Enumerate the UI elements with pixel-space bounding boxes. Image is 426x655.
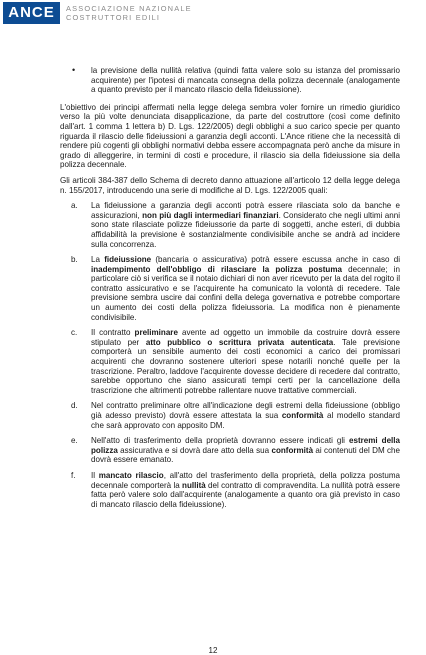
paragraph-objective: L'obiettivo dei principi affermati nella legge delega sembra voler fornire un rimedio giuridico verso la più volte denunciata disapplicazione, da parte del costruttore (così come definito dall'art. 1 comma 1 lettera b) D. Lgs. 122/2005) degli obblighi a suo carico specie per quanto riguarda il rilascio delle fideiussioni a garanzia degli acconti. L'Ance ritiene che la necessità di rendere più cogenti gli obblighi normativi debba essere accompagnata però anche da misure in grado di alleggerire, in termini di costi e procedure, il rilascio sia della fideiussione sia della polizza decennale.: [60, 102, 400, 170]
bullet-item: [60, 66, 400, 95]
page-number: 12: [208, 646, 218, 655]
list-marker: b.: [71, 255, 78, 265]
list-item-f: f. Il mancato rilascio, all'atto del trasferimento della proprietà, della polizza postuma decennale comporterà la nullità del contratto di compravendita. La nullità potrà essere fatta però valere solo dall'acquirente (analogamente a quanto ora già previsto in caso di mancato rilascio della fideiussione).: [71, 470, 400, 509]
list-item-d: d. Nel contratto preliminare oltre all'indicazione degli estremi della fideiussione (obbligo già adesso previsto) dovrà essere attestata la sua conformità al modello standard che sarà approvato con apposito DM.: [71, 401, 400, 430]
list-item-b: b. La fideiussione (bancaria o assicurativa) potrà essere escussa anche in caso di inadempimento dell'obbligo di rilasciare la polizza postuma decennale; in particolare ciò si verifica se il notaio dichiari di non aver ricevuto per la data del rogito il contratto assicurativo e se l'acquirente ha comunicato la volontà di recedere. Tale previsione sembra uscire dai confini della delega governativa e potrebbe comportare un aumento dei costi della polizza fideiussoria. La modifica non è pienamente condivisibile.: [71, 255, 401, 322]
ance-logo: ANCE: [3, 2, 60, 24]
bullet-text: la previsione della nullità relativa (quindi fatta valere solo su istanza del promissario acquirente) per l'ipotesi di mancata consegna della polizza decennale (analogamente a quanto previsto per il mancato rilascio della fideiussione).: [91, 66, 400, 95]
association-name: [66, 4, 192, 22]
paragraph-articles: Gli articoli 384-387 dello Schema di decreto danno attuazione all'articolo 12 della legge delega n. 155/2017, introducendo una serie di modifiche al D. Lgs. 122/2005 quali:: [60, 175, 400, 195]
page-header: [0, 0, 426, 26]
list-item-e: e. Nell'atto di trasferimento della proprietà dovranno essere indicati gli estremi della polizza assicurativa e si dovrà dare atto della sua conformità ai contenuti del DM che dovrà essere emanato.: [71, 436, 401, 465]
list-marker: e.: [71, 436, 78, 446]
list-marker: c.: [71, 328, 78, 338]
list-item-c: c. Il contratto preliminare avente ad oggetto un immobile da costruire dovrà essere stipulato per atto pubblico o scrittura privata autenticata. Tale previsione comporterà un sensibile aumento dei costi economici a carico dei promissari acquirenti che dovranno sostenere ulteriori spese notarili nonché quelle per la trascrizione. Peraltro, laddove l'acquirente dovesse decidere di recedere dal contratto, sarebbe opportuno che siano assicurati tempi certi per la cancellazione della trascrizione che altrimenti potrebbe rallentare nuove trattative commerciali.: [71, 328, 401, 395]
bullet-icon: •: [72, 65, 76, 75]
document-body: [60, 66, 400, 515]
list-item-a: a. La fideiussione a garanzia degli acconti potrà essere rilasciata solo da banche e assicurazioni, non più dagli intermediari finanziari. Considerato che negli ultimi anni sono state rilasciate polizze fideiussorie da parte di soggetti, anche esteri, di dubbia affidabilità la previsione è sostanzialmente condivisibile anche se andrà ad incidere sulla concorrenza.: [71, 201, 400, 249]
list-marker: d.: [71, 401, 78, 411]
list-marker: a.: [71, 201, 78, 211]
list-marker: f.: [71, 470, 76, 480]
association-line-1: ASSOCIAZIONE NAZIONALE: [66, 4, 192, 13]
association-line-2: COSTRUTTORI EDILI: [66, 13, 161, 22]
